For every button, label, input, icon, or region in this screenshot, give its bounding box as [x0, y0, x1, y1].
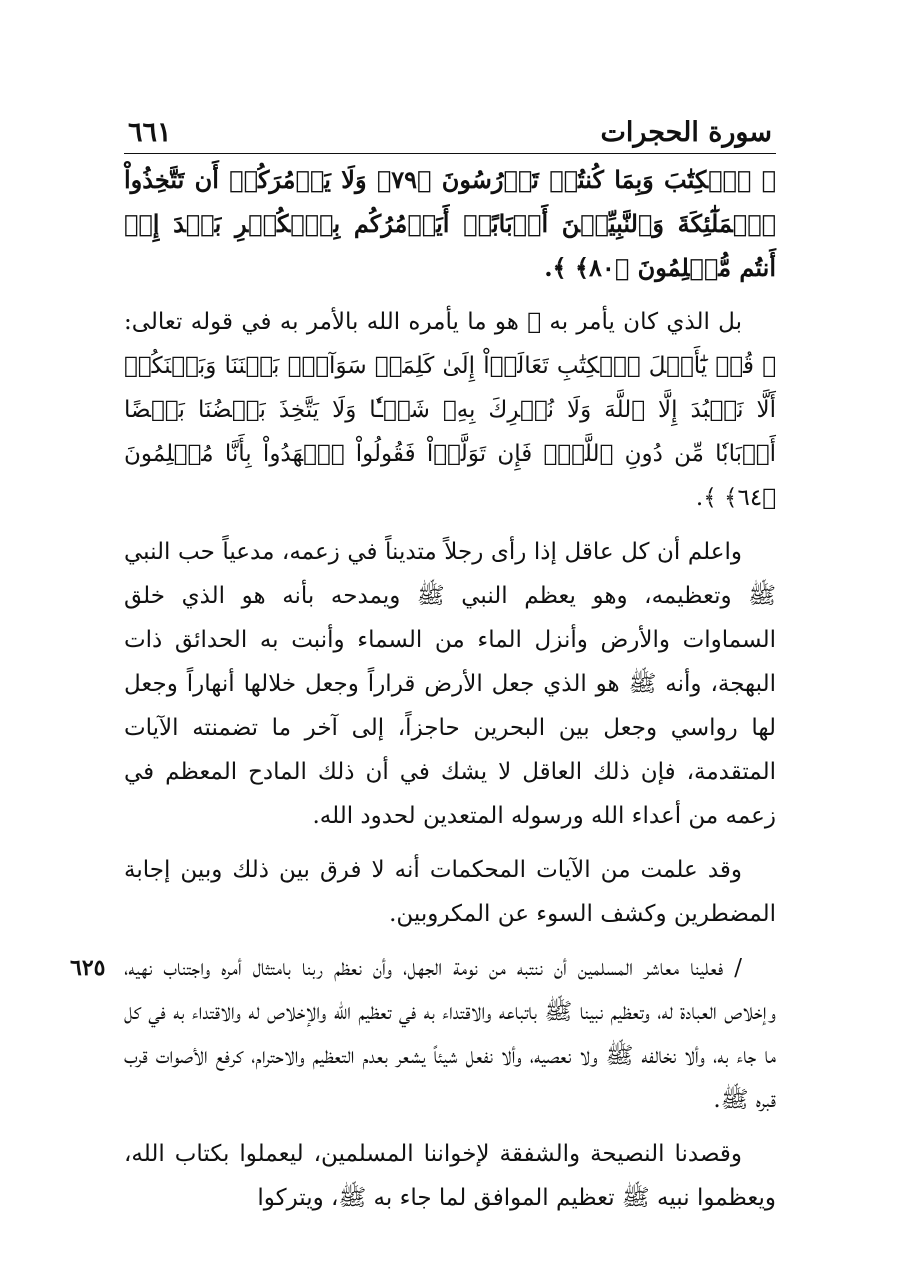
paragraph: واعلم أن كل عاقل إذا رأى رجلاً متديناً في زعمه، مدعياً حب النبي ﷺ وتعظيمه، وهو يعظم النبي ﷺ ويمدحه بأنه هو الذي خلق السماوات والأرض وأنزل الماء من السماء وأنبت به الحدائق ذات البهجة، وأنه ﷺ هو الذي جعل الأرض قراراً وجعل خلالها أنهاراً وجعل لها رواسي وجعل بين البحرين حاجزاً، إلى آخر ما تضمنته الآيات المتقدمة، فإن ذلك العاقل لا يشك في أن ذلك المادح المعظم في زعمه من أعداء الله ورسوله المتعدين لحدود الله. — [124, 539, 776, 829]
surah-title: سورة الحجرات — [600, 117, 772, 148]
quran-verse-paragraph: ﴿ ٱلۡكِتَٰبَ وَبِمَا كُنتُمۡ تَدۡرُسُونَ ﴿٧٩﴾ وَلَا يَأۡمُرَكُمۡ أَن تَتَّخِذُواْ ٱلۡمَلَٰٓئِكَةَ وَٱلنَّبِيِّـۧنَ أَرۡبَابًاۗ أَيَأۡمُرُكُم بِٱلۡكُفۡرِ بَعۡدَ إِذۡ أَنتُم مُّسۡلِمُونَ ﴿٨٠﴾ ﴾. — [124, 165, 776, 282]
paragraph: وقد علمت من الآيات المحكمات أنه لا فرق بين ذلك وبين إجابة المضطرين وكشف السوء عن المكروبين. — [124, 857, 776, 927]
paragraph: بل الذي كان يأمر به ﷺ هو ما يأمره الله بالأمر به في قوله تعالى: ﴿ قُلۡ يَٰٓأَهۡلَ ٱلۡكِتَٰبِ تَعَالَوۡاْ إِلَىٰ كَلِمَةٖ سَوَآءِۭ بَيۡنَنَا وَبَيۡنَكُمۡ أَلَّا نَعۡبُدَ إِلَّا ٱللَّهَ وَلَا نُشۡرِكَ بِهِۦ شَيۡـٔٗا وَلَا يَتَّخِذَ بَعۡضُنَا بَعۡضًا أَرۡبَابٗا مِّن دُونِ ٱللَّهِۚ فَإِن تَوَلَّوۡاْ فَقُولُواْ ٱشۡهَدُواْ بِأَنَّا مُسۡلِمُونَ ﴿٦٤﴾ ﴾. — [124, 309, 776, 511]
page-number: ٦٦١ — [128, 117, 172, 148]
margin-page-reference: ٦٢٥ — [70, 955, 106, 981]
paragraph: وقصدنا النصيحة والشفقة لإخواننا المسلمين، ليعملوا بكتاب الله، ويعظموا نبيه ﷺ تعظيم الموافق لما جاء به ﷺ، ويتركوا — [124, 1141, 776, 1211]
paragraph: / فعلينا معاشر المسلمين أن ننتبه من نومة الجهل، وأن نعظم ربنا بامتثال أمره واجتناب نهيه، وإخلاص العبادة له، وتعظيم نبينا ﷺ باتباعه والاقتداء به في تعظيم الله والإخلاص له والاقتداء به في كل ما جاء به، وألا نخالفه ﷺ ولا نعصيه، وألا نفعل شيئاً يشعر بعدم التعظيم والاحترام، كرفع الأصوات قرب قبره ﷺ. — [124, 955, 776, 1113]
page-header — [128, 110, 772, 152]
body-text — [124, 158, 776, 1220]
header-divider — [124, 153, 776, 154]
